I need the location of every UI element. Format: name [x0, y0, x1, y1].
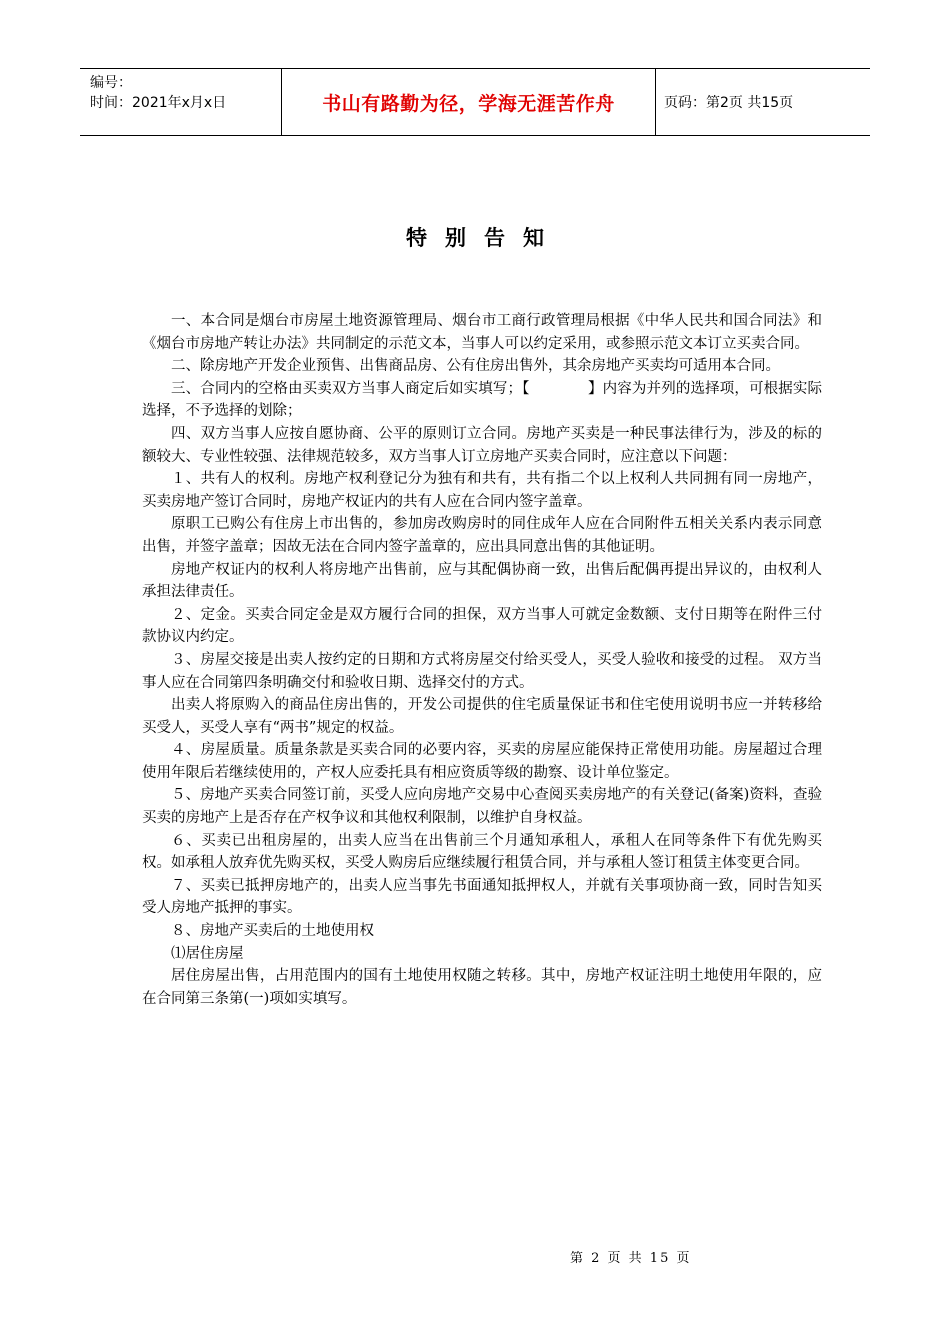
paragraph: 居住房屋出售，占用范围内的国有土地使用权随之转移。其中，房地产权证注明土地使用年限的，应在合同第三条第(一)项如实填写。 [142, 968, 822, 1007]
paragraph: １、共有人的权利。房地产权利登记分为独有和共有，共有指二个以上权利人共同拥有同一房地产，买卖房地产签订合同时，房地产权证内的共有人应在合同内签字盖章。 [142, 471, 822, 510]
document-date: 时间：2021年x月x日 [90, 95, 227, 111]
paragraph: 四、双方当事人应按自愿协商、公平的原则订立合同。房地产买卖是一种民事法律行为，涉及的标的额较大、专业性较强、法律规范较多，双方当事人订立房地产买卖合同时，应注意以下问题： [142, 425, 822, 465]
document-body [142, 310, 822, 1010]
paragraph: 原职工已购公有住房上市出售的，参加房改购房时的同住成年人应在合同附件五相关关系内表示同意出售，并签字盖章；因故无法在合同内签字盖章的，应出具同意出售的其他证明。 [142, 516, 822, 555]
document-number: 编号： [90, 75, 132, 91]
paragraph: 房地产权证内的权利人将房地产出售前，应与其配偶协商一致，出售后配偶再提出异议的，由权利人承担法律责任。 [142, 561, 822, 601]
paragraph: ５、房地产买卖合同签订前，买受人应向房地产交易中心查阅买卖房地产的有关登记(备案)资料，查验买卖的房地产上是否存在产权争议和其他权利限制，以维护自身权益。 [142, 787, 822, 827]
paragraph: 二、除房地产开发企业预售、出售商品房、公有住房出售外，其余房地产买卖均可适用本合同。 [171, 358, 780, 375]
paragraph: ７、买卖已抵押房地产的，出卖人应当事先书面通知抵押权人，并就有关事项协商一致，同时告知买受人房地产抵押的事实。 [142, 877, 822, 917]
paragraph: ３、房屋交接是出卖人按约定的日期和方式将房屋交付给买受人，买受人验收和接受的过程。 双方当事人应在合同第四条明确交付和验收日期、选择交付的方式。 [142, 651, 822, 691]
paragraph: ４、房屋质量。质量条款是买卖合同的必要内容，买卖的房屋应能保持正常使用功能。房屋超过合理使用年限后若继续使用的，产权人应委托具有相应资质等级的勘察、设计单位鉴定。 [142, 742, 822, 781]
paragraph: ８、房地产买卖后的土地使用权 [171, 923, 374, 940]
page-title: 特别告知 [406, 226, 562, 250]
header-meta [80, 69, 282, 135]
paragraph: 出卖人将原购入的商品住房出售的，开发公司提供的住宅质量保证书和住宅使用说明书应一并转移给买受人，买受人享有“两书”规定的权益。 [142, 697, 822, 736]
paragraph: 一、本合同是烟台市房屋土地资源管理局、烟台市工商行政管理局根据《中华人民共和国合同法》和《烟台市房地产转让办法》共同制定的示范文本，当事人可以约定采用，或参照示范文本订立买卖合同。 [142, 313, 822, 352]
header-table [80, 68, 870, 136]
header-motto: 书山有路勤为径，学海无涯苦作舟 [282, 69, 656, 135]
paragraph: 三、合同内的空格由买卖双方当事人商定后如实填写；【 】内容为并列的选择项，可根据实际选择，不予选择的划除； [142, 380, 822, 420]
paragraph: ６、买卖已出租房屋的，出卖人应当在出售前三个月通知承租人，承租人在同等条件下有优先购买权。如承租人放弃优先购买权，买受人购房后应继续履行租赁合同，并与承租人签订租赁主体变更合同。 [142, 832, 822, 872]
page-footer: 第 2 页 共 15 页 [570, 1251, 692, 1266]
paragraph: ２、定金。买卖合同定金是双方履行合同的担保，双方当事人可就定金数额、支付日期等在附件三付款协议内约定。 [142, 606, 822, 646]
header-page-info: 页码：第2页 共15页 [664, 95, 794, 111]
paragraph: ⑴居住房屋 [171, 945, 244, 962]
